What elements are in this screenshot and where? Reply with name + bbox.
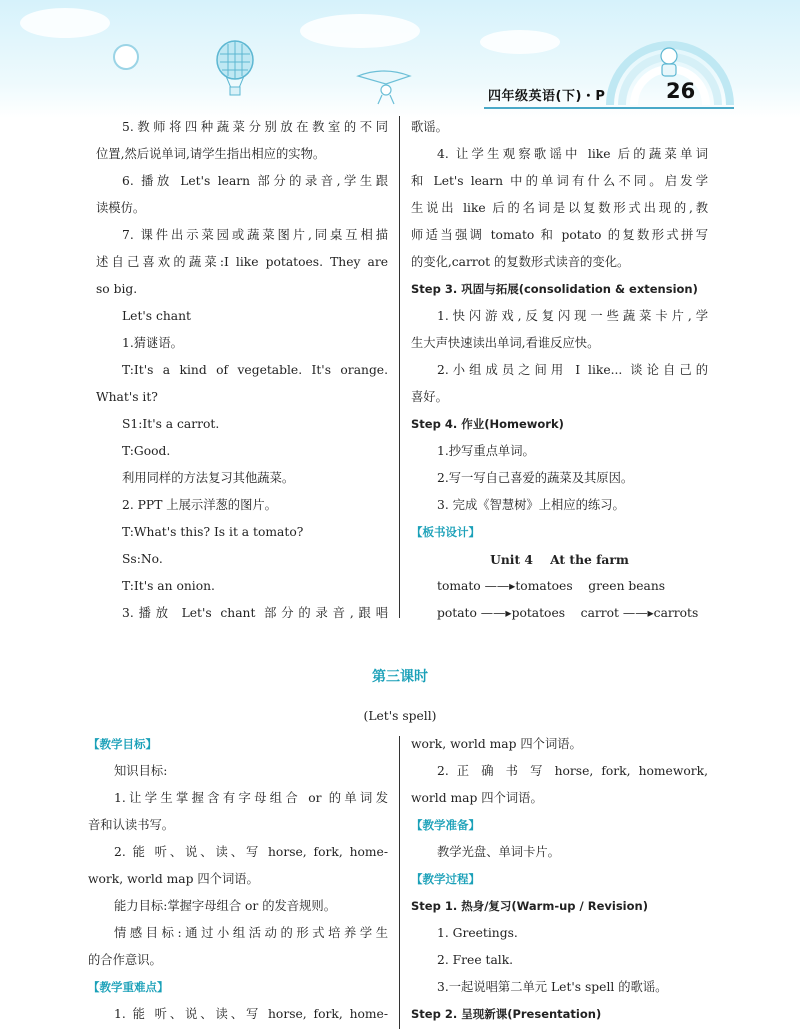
page-title-bar: [478, 81, 718, 107]
text-line: 能力目标:掌握字母组合 or 的发音规则。: [114, 899, 336, 913]
section-tag-key-points: 【教学重难点】: [88, 980, 169, 994]
board-line: potato ——▸potatoes carrot ——▸carrots: [437, 606, 699, 620]
cloud-decoration: [300, 14, 420, 48]
section-tag-objectives: 【教学目标】: [88, 737, 157, 751]
page-number: 26: [666, 79, 696, 103]
text-line: T:It's a kind of vegetable. It's orange.: [122, 363, 388, 377]
text-line: 位置,然后说单词,请学生指出相应的实物。: [96, 147, 326, 161]
step-heading: Step 1. 热身/复习(Warm-up / Revision): [411, 899, 648, 913]
text-line: 4. 让学生观察歌谣中 like 后的蔬菜单词: [437, 147, 708, 161]
text-line: 1. 能 听、说、读、写 horse, fork, home-: [114, 1007, 388, 1021]
text-line: T:It's an onion.: [122, 579, 215, 593]
book-title: 四年级英语(下)・P: [488, 89, 606, 104]
board-line: tomato ——▸tomatoes green beans: [437, 579, 666, 593]
text-line: S1:It's a carrot.: [122, 417, 220, 431]
text-line: 述自己喜欢的蔬菜:I like potatoes. They are: [96, 255, 388, 269]
text-line: 1.让学生掌握含有字母组合 or 的单词发: [114, 791, 388, 805]
page-header-banner: [0, 0, 800, 118]
text-line: 和 Let's learn 中的单词有什么不同。启发学: [411, 174, 708, 188]
text-line: What's it?: [96, 390, 158, 404]
section-tag-process: 【教学过程】: [411, 872, 480, 886]
text-line: 生说出 like 后的名词是以复数形式出现的,教: [411, 201, 708, 215]
top-left-column: [96, 114, 388, 627]
text-line: 歌谣。: [411, 120, 448, 134]
text-line: 2.小组成员之间用 I like... 谈论自己的: [437, 363, 708, 377]
lesson-subtitle: (Let's spell): [363, 709, 437, 723]
board-unit-title: Unit 4 At the farm: [490, 552, 629, 567]
text-line: 1.猜谜语。: [122, 336, 183, 350]
text-line: 2. 正 确 书 写 horse, fork, homework,: [437, 764, 708, 778]
text-line: 6. 播放 Let's learn 部分的录音,学生跟: [122, 174, 388, 188]
text-line: 1.快闪游戏,反复闪现一些蔬菜卡片,学: [437, 309, 708, 323]
cloud-decoration: [480, 30, 560, 54]
text-line: 3.播放 Let's chant 部分的录音,跟唱: [122, 606, 388, 620]
text-line: 2.写一写自己喜爱的蔬菜及其原因。: [437, 471, 634, 485]
text-line: 教学光盘、单词卡片。: [437, 845, 560, 859]
text-line: so big.: [96, 282, 138, 296]
text-line: 2. 能 听、说、读、写 horse, fork, home-: [114, 845, 388, 859]
column-separator: [399, 736, 400, 1029]
text-line: 5.教师将四种蔬菜分别放在教室的不同: [122, 120, 388, 134]
child-figure-icon: [654, 46, 684, 80]
text-line: 的合作意识。: [88, 953, 162, 967]
text-line: 读模仿。: [96, 201, 146, 215]
bottom-left-column: [88, 731, 388, 1028]
text-line: 师适当强调 tomato 和 potato 的复数形式拼写: [411, 228, 708, 242]
text-line: T:What's this? Is it a tomato?: [122, 525, 304, 539]
text-line: 1. Greetings.: [437, 926, 518, 940]
text-line: 3. 完成《智慧树》上相应的练习。: [437, 498, 625, 512]
text-line: 1.抄写重点单词。: [437, 444, 535, 458]
text-line: 7. 课件出示菜园或蔬菜图片,同桌互相描: [122, 228, 388, 242]
bottom-right-column: [411, 731, 708, 1028]
text-line: T:Good.: [122, 444, 171, 458]
glider-icon: [356, 66, 412, 106]
step-heading: Step 2. 呈现新课(Presentation): [411, 1007, 602, 1021]
text-line: 音和认读书写。: [88, 818, 175, 832]
hot-air-balloon-icon: [212, 40, 258, 98]
step-heading: Step 4. 作业(Homework): [411, 417, 564, 431]
text-line: Ss:No.: [122, 552, 163, 566]
text-line: 情感目标:通过小组活动的形式培养学生: [114, 926, 388, 940]
top-right-column: [411, 114, 708, 627]
text-line: work, world map 四个词语。: [88, 872, 259, 886]
text-line: 2. PPT 上展示洋葱的图片。: [122, 498, 277, 512]
section-tag-board-design: 【板书设计】: [411, 525, 480, 539]
text-line: 生大声快速读出单词,看谁反应快。: [411, 336, 600, 350]
text-line: world map 四个词语。: [411, 791, 543, 805]
section-label: Let's chant: [122, 309, 191, 323]
text-line: 3.一起说唱第二单元 Let's spell 的歌谣。: [437, 980, 668, 994]
cloud-decoration: [20, 8, 110, 38]
sun-icon: [113, 44, 139, 70]
text-line: 喜好。: [411, 390, 448, 404]
text-line: 知识目标:: [114, 764, 168, 778]
text-line: 2. Free talk.: [437, 953, 514, 967]
header-divider: [484, 107, 734, 109]
text-line: 利用同样的方法复习其他蔬菜。: [122, 471, 295, 485]
lesson-title: 第三课时: [372, 669, 428, 685]
column-separator: [399, 116, 400, 618]
text-line: 的变化,carrot 的复数形式读音的变化。: [411, 255, 630, 269]
section-tag-preparation: 【教学准备】: [411, 818, 480, 832]
text-line: work, world map 四个词语。: [411, 737, 582, 751]
step-heading: Step 3. 巩固与拓展(consolidation & extension): [411, 282, 698, 296]
